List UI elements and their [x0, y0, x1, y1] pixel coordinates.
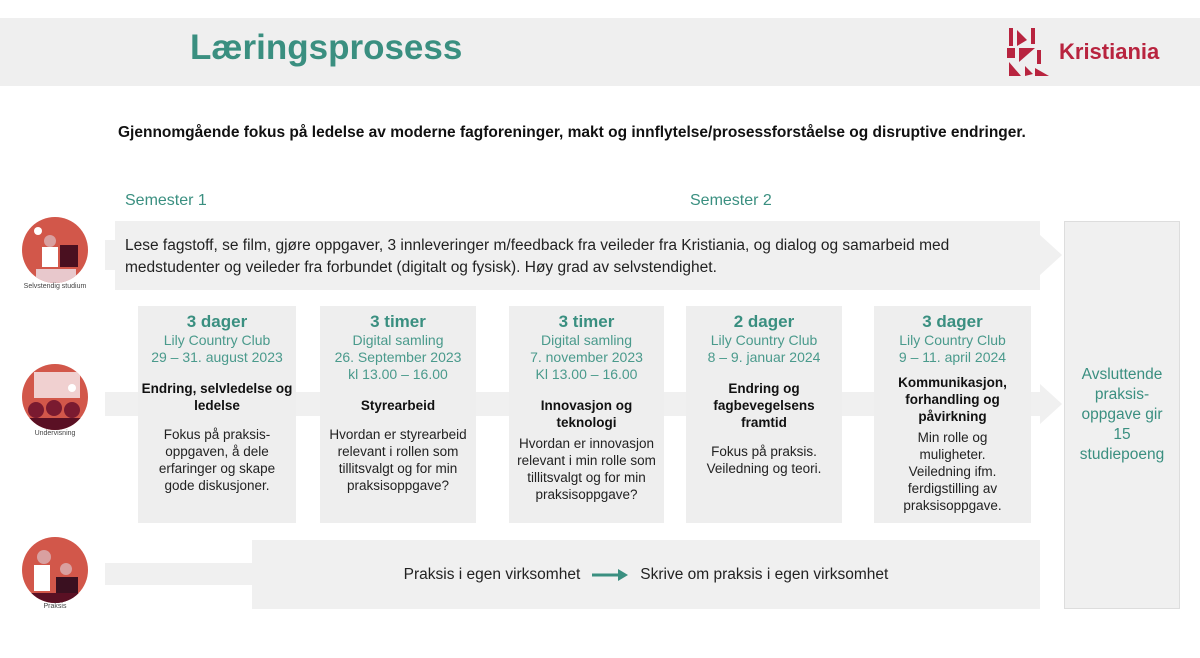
card-place: Digital samling — [540, 332, 633, 348]
row1-arrow-head — [1040, 235, 1062, 275]
card-duration: 2 dager — [733, 312, 795, 331]
final-assignment-text: Avsluttende praksis-oppgave gir 15 studiepoeng — [1079, 366, 1165, 463]
card-topic: Endring og fagbevegelsens framtid — [713, 381, 815, 430]
practice-label: Praksis — [43, 603, 67, 610]
page-title: Læringsprosess — [190, 28, 463, 67]
session-card — [509, 306, 664, 523]
card-date: 9 – 11. april 2024 — [898, 349, 1007, 365]
card-place: Digital samling — [352, 332, 444, 348]
card-date: 26. September 2023 — [334, 349, 462, 365]
card-description: Fokus på praksis-oppgaven, å dele erfaringer og skape gode diskusjoner. — [158, 427, 276, 493]
practice-box — [252, 540, 1040, 609]
session-card — [686, 306, 842, 523]
card-description: Hvordan er styrearbeid relevant i rollen som tillitsvalgt og for min praksisoppgave? — [329, 427, 467, 493]
card-date: 29 – 31. august 2023 — [151, 349, 283, 365]
teaching-icon-group — [0, 364, 110, 437]
card-duration: 3 dager — [922, 312, 983, 331]
row3-arrow-shaft — [105, 563, 255, 585]
card-topic: Styrearbeid — [360, 398, 436, 413]
teaching-label: Undervisning — [34, 430, 76, 437]
row2-arrow-head — [1040, 384, 1062, 424]
card-topic: Kommunikasjon, forhandling og påvirkning — [898, 375, 1007, 424]
card-place: Lily Country Club — [163, 332, 271, 348]
practice-icon — [22, 537, 88, 603]
card-duration: 3 timer — [558, 312, 615, 331]
card-place: Lily Country Club — [710, 332, 818, 348]
practice-icon-group — [0, 537, 110, 610]
teaching-icon — [22, 364, 88, 430]
self-study-icon-group — [0, 217, 110, 290]
kristiania-logo — [1005, 26, 1159, 78]
arrow-right-icon — [592, 569, 628, 581]
semester-2-label: Semester 2 — [690, 192, 772, 209]
semester-1-label: Semester 1 — [125, 192, 207, 209]
card-topic: Endring, selvledelse og ledelse — [141, 381, 293, 413]
self-study-description: Lese fagstoff, se film, gjøre oppgaver, 3 innleveringer m/feedback fra veileder fra Kristiania, og dialog og samarbeid med medstudenter og veileder fra forbundet (digitalt og fysisk). Høy grad av selvstendighet. — [115, 221, 1040, 290]
session-card — [138, 306, 296, 523]
card-duration: 3 dager — [186, 312, 248, 331]
logo-text: Kristiania — [1059, 39, 1160, 64]
card-description: Fokus på praksis. Veiledning og teori. — [706, 444, 822, 476]
card-time: kl 13.00 – 16.00 — [348, 366, 448, 382]
session-card — [320, 306, 476, 523]
logo-mark-icon — [1005, 26, 1051, 78]
card-date: 7. november 2023 — [530, 349, 643, 365]
session-card — [874, 306, 1031, 523]
card-time: Kl 13.00 – 16.00 — [535, 366, 638, 382]
card-place: Lily Country Club — [899, 332, 1006, 348]
self-study-label: Selvstendig studium — [23, 283, 87, 290]
card-date: 8 – 9. januar 2024 — [707, 349, 821, 365]
final-assignment-box — [1064, 221, 1180, 609]
card-description: Min rolle og muligheter. Veiledning ifm. ferdigstilling av praksisoppgave. — [903, 430, 1002, 513]
write-about-practice-text: Skrive om praksis i egen virksomhet — [640, 565, 889, 583]
practice-text: Praksis i egen virksomhet — [403, 565, 581, 583]
card-duration: 3 timer — [370, 312, 426, 331]
card-topic: Innovasjon og teknologi — [540, 398, 633, 430]
card-description: Hvordan er innovasjon relevant i min rolle som tillitsvalgt og for min praksisoppgave? — [517, 436, 656, 502]
subtitle: Gjennomgående fokus på ledelse av moderne fagforeninger, makt og innflytelse/prosessforståelse og disruptive endringer. — [118, 124, 1026, 141]
self-study-icon — [22, 217, 88, 283]
